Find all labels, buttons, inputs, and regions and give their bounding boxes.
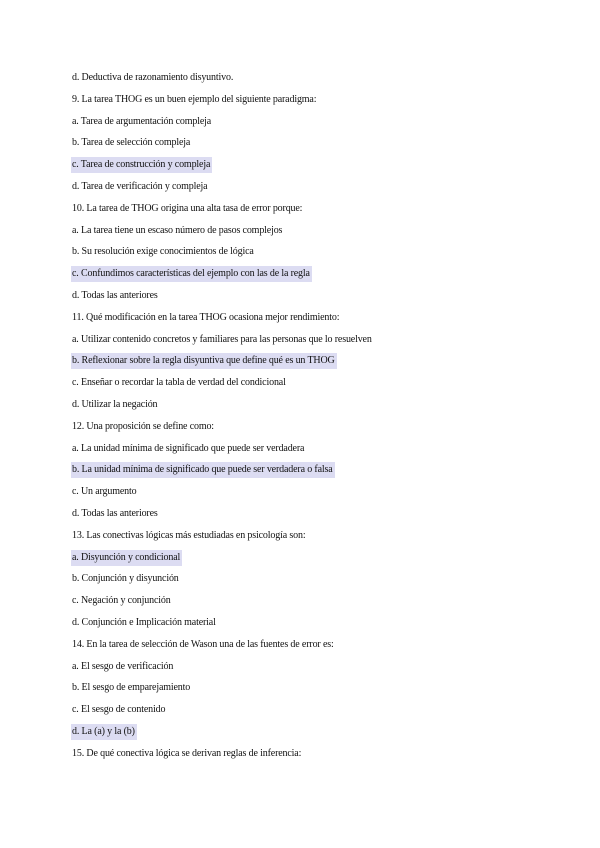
line-text: d. La (a) y la (b) (71, 724, 137, 740)
highlighted-answer-line (72, 462, 572, 484)
line-text: 14. En la tarea de selección de Wason una de las fuentes de error es: (72, 638, 334, 650)
text-line (72, 114, 572, 136)
line-text: b. El sesgo de emparejamiento (72, 682, 191, 694)
text-line (72, 310, 572, 332)
line-text: 11. Qué modificación en la tarea THOG ocasiona mejor rendimiento: (72, 311, 340, 323)
text-line (72, 702, 572, 724)
highlighted-answer-line (72, 724, 572, 746)
text-line (72, 375, 572, 397)
line-text: a. La tarea tiene un escaso número de pasos complejos (72, 224, 283, 236)
text-line (72, 593, 572, 615)
text-line (72, 244, 572, 266)
line-text: c. Tarea de construcción y compleja (71, 157, 212, 173)
text-line (72, 637, 572, 659)
line-text: 9. La tarea THOG es un buen ejemplo del siguiente paradigma: (72, 93, 317, 105)
text-line (72, 92, 572, 114)
line-text: d. Deductiva de razonamiento disyuntivo. (72, 72, 234, 83)
line-text: b. Reflexionar sobre la regla disyuntiva que define qué es un THOG (71, 353, 337, 369)
text-line (72, 397, 572, 419)
line-text: c. Un argumento (72, 486, 137, 498)
line-text: 12. Una proposición se define como: (72, 420, 214, 432)
line-text: b. La unidad mínima de significado que puede ser verdadera o falsa (71, 462, 335, 478)
line-text: a. Disyunción y condicional (71, 550, 182, 566)
line-text: d. Tarea de verificación y compleja (72, 180, 208, 192)
line-text: b. Su resolución exige conocimientos de lógica (72, 246, 254, 258)
text-line (72, 484, 572, 506)
line-text: d. Utilizar la negación (72, 398, 158, 410)
highlighted-answer-line (72, 266, 572, 288)
highlighted-answer-line (72, 353, 572, 375)
line-text: d. Todas las anteriores (72, 507, 158, 519)
text-line (72, 528, 572, 550)
line-text: b. Tarea de selección compleja (72, 137, 191, 149)
line-text: 15. De qué conectiva lógica se derivan reglas de inferencia: (72, 747, 302, 759)
line-text: d. Todas las anteriores (72, 289, 158, 301)
question-list (72, 70, 572, 768)
line-text: c. El sesgo de contenido (72, 704, 166, 716)
text-line (72, 615, 572, 637)
text-line (72, 179, 572, 201)
text-line (72, 70, 572, 92)
text-line (72, 201, 572, 223)
line-text: c. Enseñar o recordar la tabla de verdad del condicional (72, 377, 286, 389)
line-text: a. Tarea de argumentación compleja (72, 115, 212, 127)
text-line (72, 135, 572, 157)
highlighted-answer-line (72, 157, 572, 179)
line-text: d. Conjunción e Implicación material (72, 616, 216, 628)
text-line (72, 506, 572, 528)
line-text: a. La unidad mínima de significado que puede ser verdadera (72, 442, 305, 454)
line-text: a. Utilizar contenido concretos y familiares para las personas que lo resuelven (72, 333, 372, 345)
line-text: c. Negación y conjunción (72, 595, 171, 607)
text-line (72, 746, 572, 768)
text-line (72, 571, 572, 593)
line-text: 13. Las conectivas lógicas más estudiadas en psicología son: (72, 529, 306, 541)
text-line (72, 441, 572, 463)
line-text: b. Conjunción y disyunción (72, 573, 179, 585)
text-line (72, 680, 572, 702)
text-line (72, 659, 572, 681)
text-line (72, 288, 572, 310)
text-line (72, 419, 572, 441)
highlighted-answer-line (72, 550, 572, 572)
line-text: 10. La tarea de THOG origina una alta tasa de error porque: (72, 202, 303, 214)
line-text: c. Confundimos características del ejemplo con las de la regla (71, 266, 312, 282)
text-line (72, 223, 572, 245)
line-text: a. El sesgo de verificación (72, 660, 174, 672)
text-line (72, 332, 572, 354)
